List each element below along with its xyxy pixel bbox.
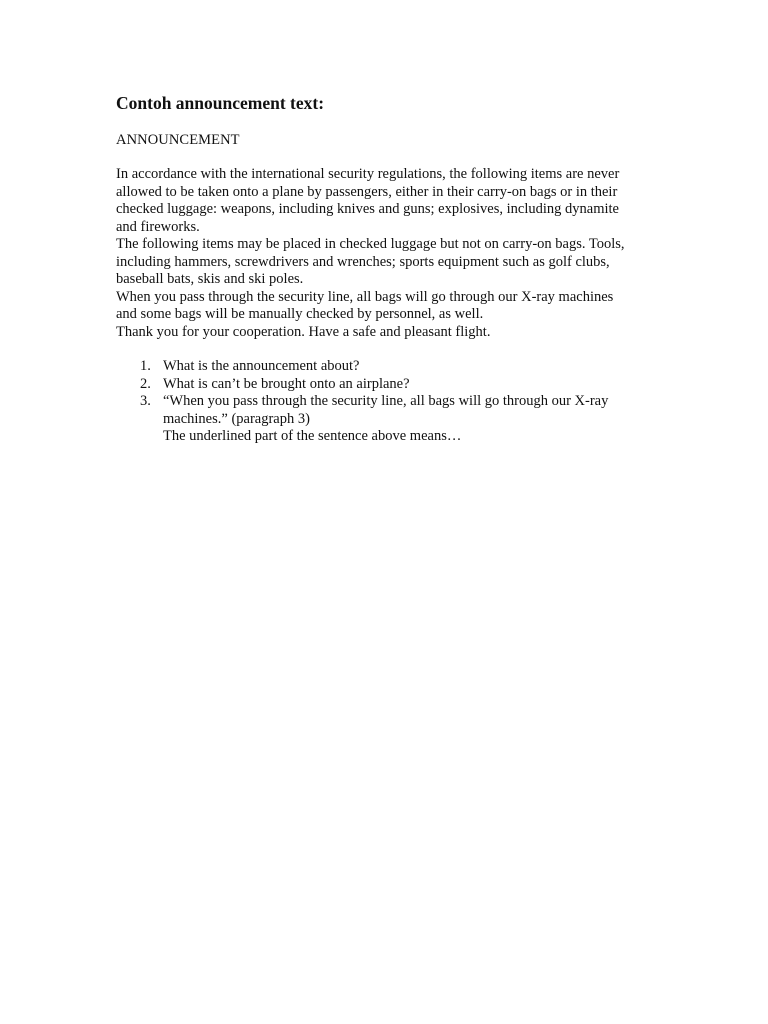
question-text: machines.” (paragraph 3) xyxy=(163,410,310,427)
paragraph-line: and some bags will be manually checked by personnel, as well. xyxy=(116,306,484,322)
question-item xyxy=(116,376,656,394)
question-text: What is the announcement about? xyxy=(163,358,360,374)
document-page xyxy=(116,92,656,446)
question-text: The underlined part of the sentence above means… xyxy=(163,428,462,444)
question-text: What is can’t be brought onto an airplane? xyxy=(163,375,410,392)
question-number: 2. xyxy=(140,375,151,392)
announcement-title: ANNOUNCEMENT xyxy=(116,132,240,148)
question-item xyxy=(116,393,656,446)
question-text: “When you pass through the security line, all bags will go through our X-ray xyxy=(163,393,609,409)
paragraph-line: allowed to be taken onto a plane by passengers, either in their carry-on bags or in their xyxy=(116,183,618,200)
paragraph-line: checked luggage: weapons, including knives and guns; explosives, including dynamite xyxy=(116,201,619,217)
question-list xyxy=(116,358,656,446)
paragraph-line: Thank you for your cooperation. Have a safe and pleasant flight. xyxy=(116,323,491,340)
document-heading: Contoh announcement text: xyxy=(116,93,325,113)
paragraph-line: and fireworks. xyxy=(116,218,200,235)
paragraph-line: baseball bats, skis and ski poles. xyxy=(116,271,304,287)
question-number: 1. xyxy=(140,358,151,374)
paragraph-line: including hammers, screwdrivers and wrenches; sports equipment such as golf clubs, xyxy=(116,253,610,270)
paragraph-line: When you pass through the security line, all bags will go through our X-ray machines xyxy=(116,288,614,305)
question-number: 3. xyxy=(140,393,151,409)
announcement-body xyxy=(116,166,656,341)
paragraph-line: In accordance with the international security regulations, the following items are never xyxy=(116,166,620,182)
question-item xyxy=(116,358,656,376)
paragraph-line: The following items may be placed in checked luggage but not on carry-on bags. Tools, xyxy=(116,236,625,252)
